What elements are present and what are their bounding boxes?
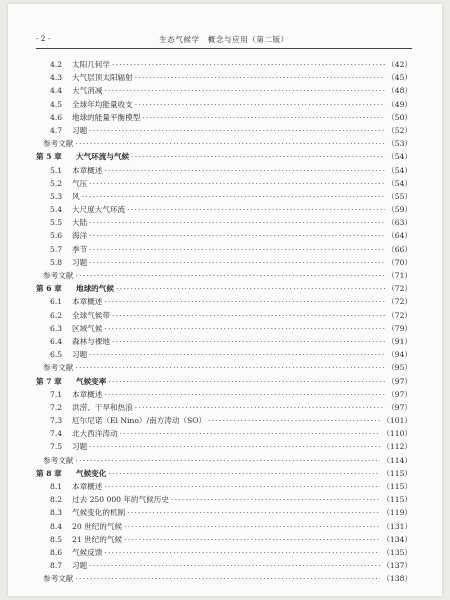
toc-title: 气压 <box>72 178 88 188</box>
toc-entry <box>36 546 412 559</box>
book-title: 生态气候学 概念与应用（第二版） <box>159 35 289 44</box>
toc-entry <box>36 348 412 361</box>
toc-entry <box>36 243 412 256</box>
toc-references <box>36 454 412 467</box>
dot-leader <box>82 190 386 203</box>
toc-page-number: （110） <box>382 429 412 439</box>
toc-page-number: （95） <box>387 363 412 373</box>
toc-title: 本章概述 <box>72 297 103 307</box>
toc-page-number: （114） <box>382 455 412 465</box>
dot-leader <box>75 361 385 374</box>
toc-page-number: （55） <box>387 191 412 201</box>
toc-title: 习题 <box>72 442 88 452</box>
dot-leader <box>142 111 385 124</box>
toc-page-number: （115） <box>382 468 412 478</box>
toc-number: 6.2 <box>50 310 63 320</box>
toc-chapter <box>36 467 412 480</box>
toc-entry <box>36 493 412 506</box>
toc-chapter <box>36 150 412 163</box>
toc-entry <box>36 414 412 427</box>
dot-leader <box>89 243 385 256</box>
dot-leader <box>89 256 385 269</box>
toc-entry <box>36 533 412 546</box>
toc-entry <box>36 256 412 269</box>
toc-page-number: （48） <box>387 86 412 96</box>
toc-title: 地球的气候 <box>76 284 114 294</box>
dot-leader <box>89 559 380 572</box>
toc-page-number: （63） <box>387 218 412 228</box>
dot-leader <box>108 375 385 388</box>
toc-page-number: （134） <box>382 534 412 544</box>
toc-title: 大气消减 <box>72 86 103 96</box>
toc-page-number: （45） <box>387 73 412 83</box>
dot-leader <box>75 454 380 467</box>
toc-page-number: （72） <box>387 297 412 307</box>
toc-number: 5.8 <box>50 257 63 267</box>
toc-entry <box>36 440 412 453</box>
toc-entry <box>36 203 412 216</box>
toc-title: 全球气候带 <box>72 310 110 320</box>
toc-references <box>36 269 412 282</box>
dot-leader <box>89 229 385 242</box>
toc-number: 8.1 <box>50 482 63 491</box>
toc-page-number: （72） <box>387 310 412 320</box>
toc-references <box>36 137 412 150</box>
toc-number: 8.6 <box>50 547 63 557</box>
toc-page-number: （115） <box>382 482 412 491</box>
toc-references <box>36 361 412 374</box>
toc-page-number: （70） <box>387 257 412 267</box>
dot-leader <box>75 137 385 150</box>
toc-page-number: （59） <box>387 205 412 215</box>
toc-title: 海洋 <box>72 231 88 241</box>
toc-title: 大气层顶太阳辐射 <box>72 73 133 83</box>
toc-page-number: （72） <box>387 284 412 294</box>
book-page <box>8 4 442 596</box>
toc-title: 太阳几何学 <box>72 60 110 69</box>
dot-leader <box>131 150 385 163</box>
dot-leader <box>89 216 385 229</box>
dot-leader <box>112 335 385 348</box>
toc-page-number: （101） <box>382 416 412 426</box>
toc-number: 7.3 <box>50 416 63 426</box>
toc-number: 6.5 <box>50 350 63 360</box>
toc-entry <box>36 164 412 177</box>
toc-chapter <box>36 282 412 295</box>
toc-page-number: （53） <box>387 139 412 149</box>
toc-title: 厄尔尼诺（El Nino）/南方涛动（SO） <box>72 416 207 426</box>
toc-page-number: （54） <box>387 178 412 188</box>
toc-page-number: （71） <box>387 271 412 280</box>
toc-number: 第 5 章 <box>36 152 62 162</box>
toc-number: 7.2 <box>50 402 63 412</box>
toc-number: 7.5 <box>50 442 63 452</box>
dot-leader <box>89 177 385 190</box>
dot-leader <box>104 84 385 97</box>
toc-page-number: （50） <box>387 112 412 122</box>
toc-page-number: （54） <box>387 152 412 162</box>
dot-leader <box>124 533 380 546</box>
toc-number: 5.1 <box>50 165 63 175</box>
toc-page-number: （135） <box>382 547 412 557</box>
dot-leader <box>135 401 385 414</box>
dot-leader <box>104 546 380 559</box>
toc-title: 风 <box>72 191 80 201</box>
dot-leader <box>104 388 385 401</box>
toc-title: 全球年均能量收支 <box>72 99 133 109</box>
toc-entry <box>36 480 412 493</box>
toc-title: 习题 <box>72 257 88 267</box>
toc-number: 4.4 <box>50 86 63 96</box>
toc-page-number: （54） <box>387 165 412 175</box>
toc-title: 区域气候 <box>72 323 103 333</box>
running-header <box>36 34 412 49</box>
toc-number: 6.3 <box>50 323 63 333</box>
toc-page-number: （97） <box>387 389 412 399</box>
toc-title: 习题 <box>72 561 88 571</box>
toc-title: 大陆 <box>72 218 88 228</box>
toc-title: 20 世纪的气候 <box>72 521 123 531</box>
toc-title: 地球的能量平衡模型 <box>72 112 141 122</box>
dot-leader <box>89 348 385 361</box>
toc-number: 8.4 <box>50 521 63 531</box>
toc-number: 5.5 <box>50 218 63 228</box>
dot-leader <box>75 269 385 282</box>
toc-title: 习题 <box>72 125 88 135</box>
toc-title: 北大西洋涛动 <box>72 429 118 439</box>
toc-title: 过去 250 000 年的气候历史 <box>72 495 169 505</box>
toc-number: 6.1 <box>50 297 63 307</box>
dot-leader <box>208 414 380 427</box>
toc-number: 5.4 <box>50 205 63 215</box>
toc-number: 4.3 <box>50 73 63 83</box>
dot-leader <box>127 506 380 519</box>
dot-leader <box>124 520 380 533</box>
toc-entry <box>36 388 412 401</box>
toc-title: 大尺度大气环流 <box>72 205 126 215</box>
toc-chapter <box>36 375 412 388</box>
toc-page-number: （131） <box>382 521 412 531</box>
toc-page-number: （42） <box>387 60 412 69</box>
toc-entry <box>36 58 412 71</box>
toc-page-number: （66） <box>387 244 412 254</box>
dot-leader <box>127 203 385 216</box>
dot-leader <box>112 309 385 322</box>
toc-page-number: （91） <box>387 336 412 346</box>
page-number: · 2 · <box>36 34 51 43</box>
dot-leader <box>104 295 385 308</box>
dot-leader <box>104 480 380 493</box>
toc-entry <box>36 71 412 84</box>
toc-title: 洪涝、干旱和热浪 <box>72 402 133 412</box>
toc-entry <box>36 520 412 533</box>
toc-page-number: （115） <box>382 495 412 505</box>
dot-leader <box>112 58 385 71</box>
toc-number: 4.6 <box>50 112 63 122</box>
toc-title: 大气环流与气候 <box>76 152 130 162</box>
toc-title: 参考文献 <box>43 455 74 465</box>
toc-number: 8.7 <box>50 561 63 571</box>
toc-page-number: （94） <box>387 350 412 360</box>
dot-leader <box>135 71 385 84</box>
dot-leader <box>116 282 385 295</box>
toc-entry <box>36 295 412 308</box>
toc-number: 6.4 <box>50 336 63 346</box>
toc-number: 4.5 <box>50 99 63 109</box>
dot-leader <box>89 124 385 137</box>
toc-page-number: （79） <box>387 323 412 333</box>
toc-title: 本章概述 <box>72 165 103 175</box>
toc-entry <box>36 98 412 111</box>
toc-title: 参考文献 <box>43 363 74 373</box>
toc-title: 21 世纪的气候 <box>72 534 123 544</box>
toc-title: 气候反馈 <box>72 547 103 557</box>
dot-leader <box>135 98 385 111</box>
toc-number: 4.2 <box>50 60 63 69</box>
dot-leader <box>75 572 380 585</box>
toc-number: 5.2 <box>50 178 63 188</box>
toc-title: 参考文献 <box>43 271 74 280</box>
dot-leader <box>104 322 385 335</box>
toc-page-number: （49） <box>387 99 412 109</box>
toc-entry <box>36 216 412 229</box>
toc-number: 8.3 <box>50 508 63 518</box>
toc-number: 7.4 <box>50 429 63 439</box>
toc-title: 季节 <box>72 244 88 254</box>
toc-page-number: （52） <box>387 125 412 135</box>
toc-entry <box>36 401 412 414</box>
dot-leader <box>120 427 381 440</box>
toc-title: 气候变率 <box>76 376 107 386</box>
toc-entry <box>36 190 412 203</box>
dot-leader <box>108 467 380 480</box>
toc-page-number: （97） <box>387 376 412 386</box>
toc-number: 第 7 章 <box>36 376 62 386</box>
toc-entry <box>36 559 412 572</box>
toc-number: 8.5 <box>50 534 63 544</box>
toc-entry <box>36 84 412 97</box>
toc-title: 森林与裸地 <box>72 336 110 346</box>
toc-page-number: （97） <box>387 402 412 412</box>
toc-title: 参考文献 <box>43 139 74 149</box>
toc-entry <box>36 322 412 335</box>
toc-title: 气候变化的机制 <box>72 508 126 518</box>
toc-page-number: （119） <box>382 508 412 518</box>
toc-page-number: （138） <box>382 574 412 584</box>
toc-title: 参考文献 <box>43 574 74 584</box>
dot-leader <box>171 493 380 506</box>
toc-entry <box>36 229 412 242</box>
dot-leader <box>89 440 380 453</box>
toc-number: 5.6 <box>50 231 63 241</box>
toc-number: 5.3 <box>50 191 63 201</box>
toc-number: 4.7 <box>50 125 63 135</box>
toc-title: 气候变化 <box>76 468 107 478</box>
toc-page-number: （112） <box>382 442 412 452</box>
toc-entry <box>36 427 412 440</box>
toc-entry <box>36 506 412 519</box>
toc-number: 5.7 <box>50 244 63 254</box>
toc-page-number: （64） <box>387 231 412 241</box>
toc-number: 第 6 章 <box>36 284 62 294</box>
toc-references <box>36 572 412 585</box>
toc-title: 本章概述 <box>72 482 103 491</box>
toc-number: 第 8 章 <box>36 468 62 478</box>
toc-entry <box>36 335 412 348</box>
toc-title: 本章概述 <box>72 389 103 399</box>
toc-title: 习题 <box>72 350 88 360</box>
toc-page-number: （137） <box>382 561 412 571</box>
toc-number: 7.1 <box>50 389 63 399</box>
toc-number: 8.2 <box>50 495 63 505</box>
toc-entry <box>36 177 412 190</box>
toc-entry <box>36 309 412 322</box>
table-of-contents <box>36 58 412 586</box>
dot-leader <box>104 164 385 177</box>
toc-entry <box>36 124 412 137</box>
toc-entry <box>36 111 412 124</box>
